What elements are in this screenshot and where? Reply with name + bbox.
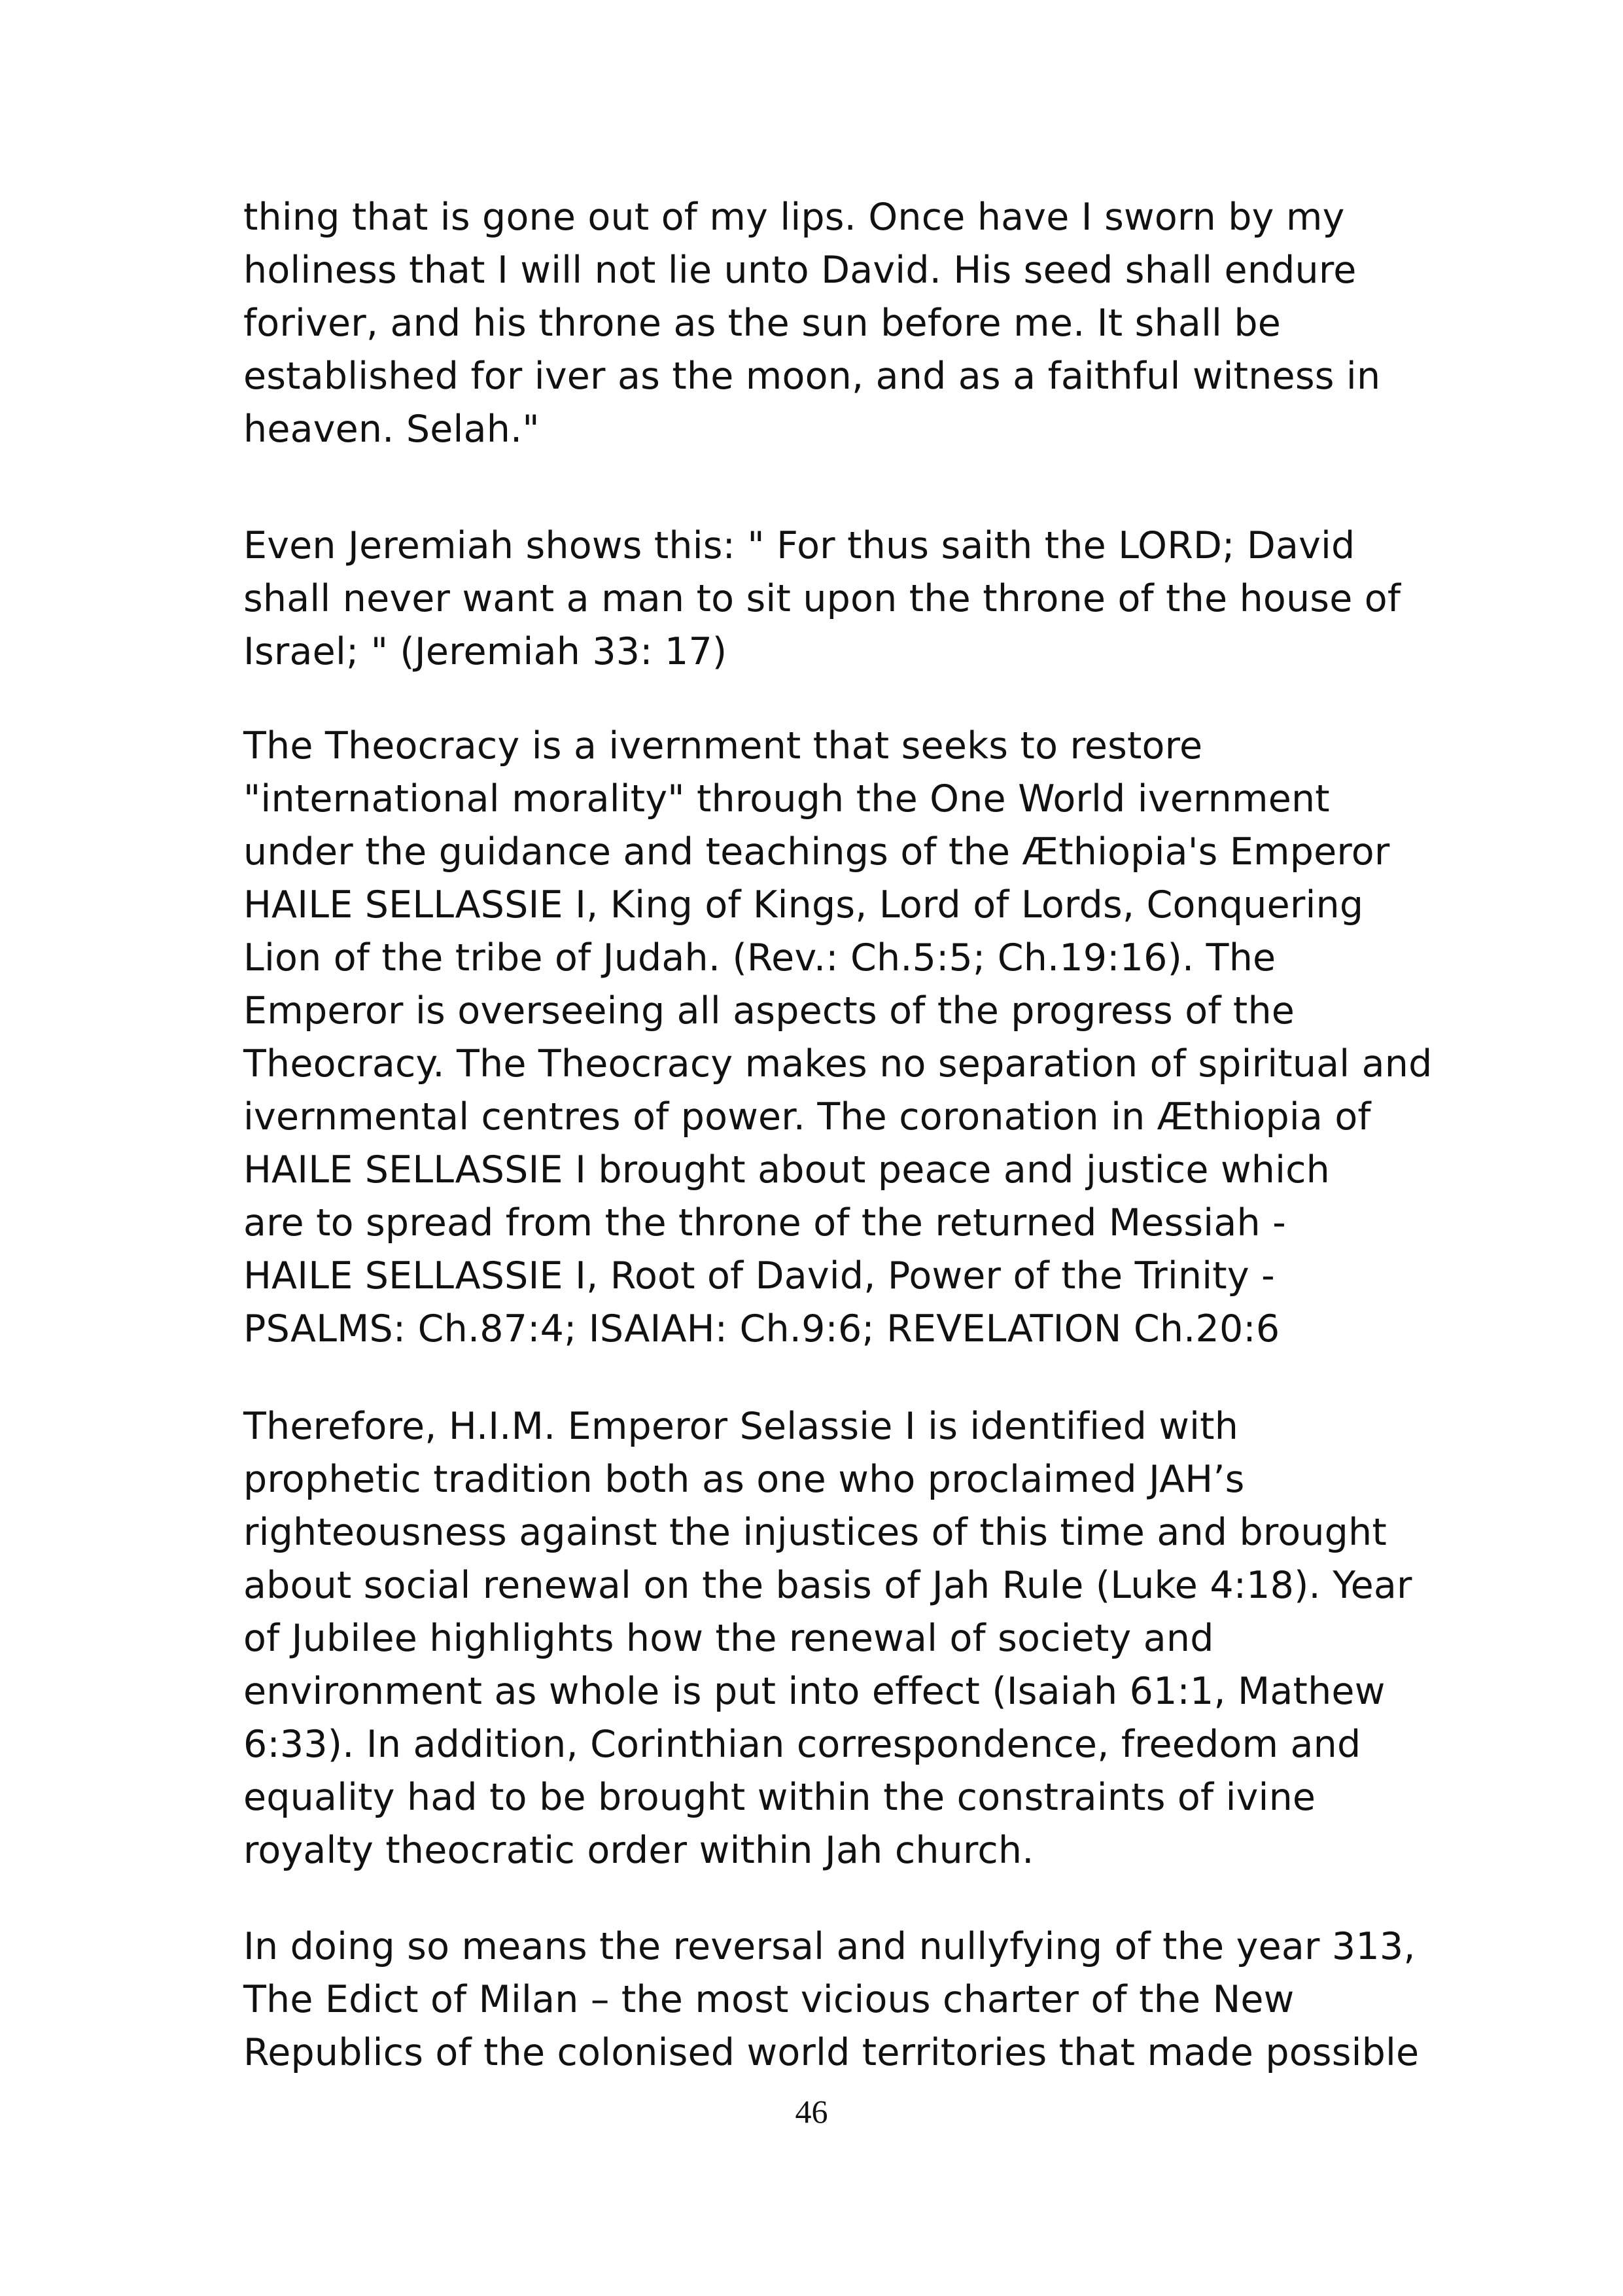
text-line: righteousness against the injustices of this time and brought <box>243 1511 1387 1554</box>
text-line: royalty theocratic order within Jah church. <box>243 1829 1034 1872</box>
page-number: 46 <box>795 2093 828 2130</box>
text-line: about social renewal on the basis of Jah Rule (Luke 4:18). Year <box>243 1564 1412 1607</box>
text-line: HAILE SELLASSIE I, King of Kings, Lord of Lords, Conquering <box>243 883 1364 927</box>
text-line: shall never want a man to sit upon the throne of the house of <box>243 577 1401 620</box>
text-line: The Theocracy is a ivernment that seeks to restore <box>243 724 1203 768</box>
text-line: Israel; " (Jeremiah 33: 17) <box>243 630 727 673</box>
text-line: The Edict of Milan – the most vicious charter of the New <box>243 1978 1295 2021</box>
text-line: "international morality" through the One World ivernment <box>243 777 1330 821</box>
text-line: ivernmental centres of power. The coronation in Æthiopia of <box>243 1095 1371 1139</box>
text-line: Even Jeremiah shows this: " For thus saith the LORD; David <box>243 524 1355 567</box>
text-line: environment as whole is put into effect (Isaiah 61:1, Mathew <box>243 1670 1386 1713</box>
text-line: under the guidance and teachings of the Æthiopia's Emperor <box>243 830 1390 874</box>
text-line: PSALMS: Ch.87:4; ISAIAH: Ch.9:6; REVELATION Ch.20:6 <box>243 1307 1280 1351</box>
paragraph-1 <box>243 191 1421 456</box>
text-line: Lion of the tribe of Judah. (Rev.: Ch.5:5; Ch.19:16). The <box>243 936 1276 980</box>
text-line: of Jubilee highlights how the renewal of society and <box>243 1617 1214 1660</box>
text-line: thing that is gone out of my lips. Once have I sworn by my <box>243 196 1345 239</box>
text-line: Theocracy. The Theocracy makes no separation of spiritual and <box>243 1042 1433 1086</box>
text-line: 6:33). In addition, Corinthian correspondence, freedom and <box>243 1723 1361 1766</box>
text-line: equality had to be brought within the constraints of ivine <box>243 1776 1316 1819</box>
text-line: prophetic tradition both as one who proclaimed JAH’s <box>243 1458 1245 1501</box>
paragraph-4 <box>243 1400 1421 1877</box>
text-line: Emperor is overseeing all aspects of the progress of the <box>243 989 1295 1033</box>
text-line: established for iver as the moon, and as a faithful witness in <box>243 355 1381 398</box>
text-line: heaven. Selah." <box>243 408 540 451</box>
text-line: HAILE SELLASSIE I, Root of David, Power of the Trinity - <box>243 1254 1275 1298</box>
text-line: Therefore, H.I.M. Emperor Selassie I is identified with <box>243 1405 1239 1448</box>
text-line: are to spread from the throne of the returned Messiah - <box>243 1201 1286 1245</box>
paragraph-2 <box>243 520 1421 679</box>
text-line: Republics of the colonised world territories that made possible <box>243 2031 1420 2074</box>
text-line: holiness that I will not lie unto David. His seed shall endure <box>243 249 1357 292</box>
text-line: foriver, and his throne as the sun before me. It shall be <box>243 302 1281 345</box>
paragraph-3 <box>243 720 1433 1356</box>
text-line: In doing so means the reversal and nullyfying of the year 313, <box>243 1925 1416 1968</box>
paragraph-5 <box>243 1920 1421 2079</box>
text-line: HAILE SELLASSIE I brought about peace and justice which <box>243 1148 1330 1192</box>
